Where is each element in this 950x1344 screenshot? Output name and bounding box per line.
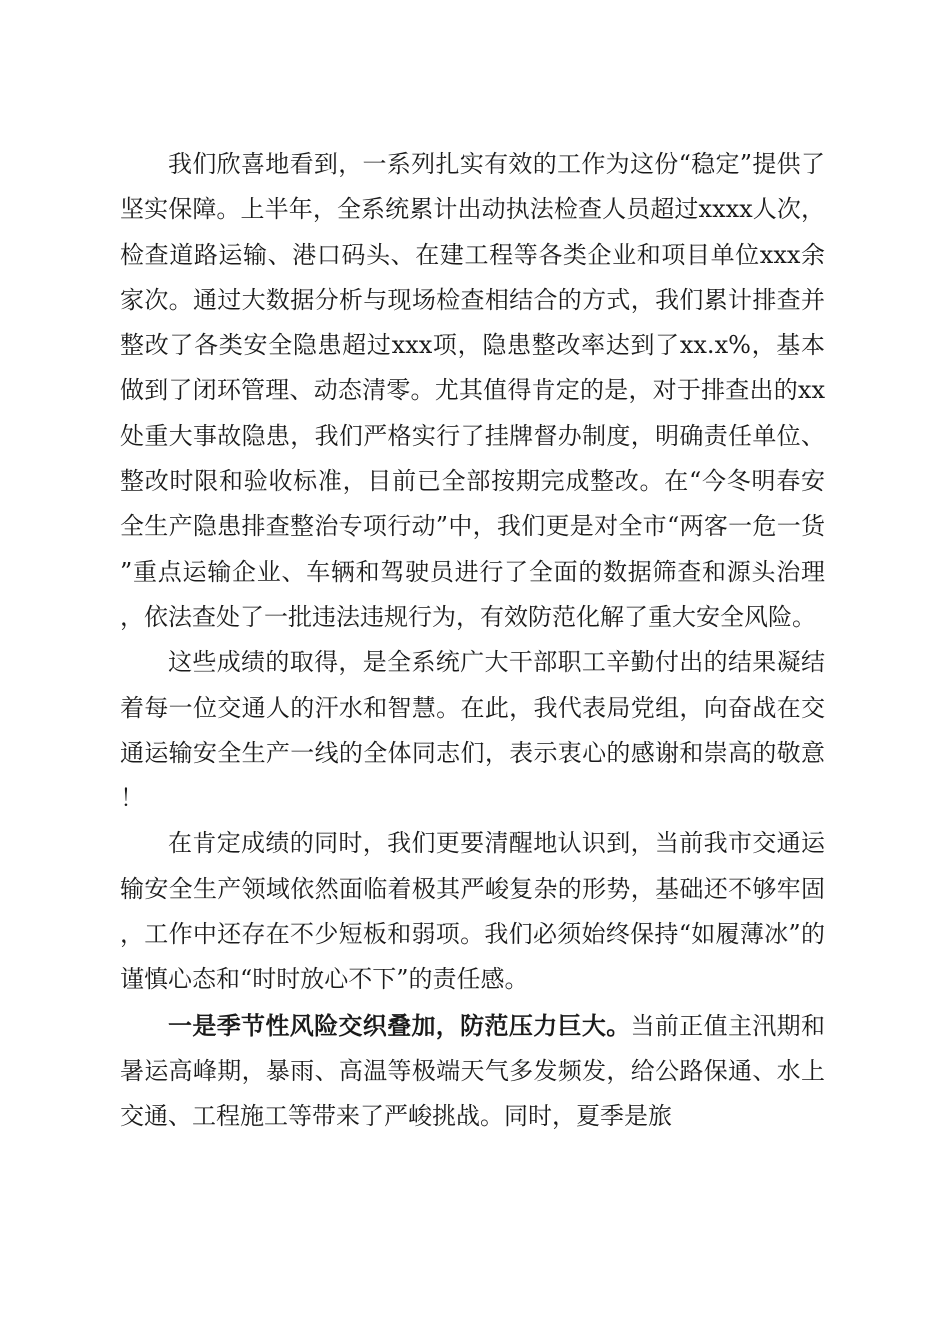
- paragraph-work-results: 我们欣喜地看到，一系列扎实有效的工作为这份“稳定”提供了坚实保障。上半年，全系统累计出动执法检查人员超过xxxx人次，检查道路运输、港口码头、在建工程等各类企业和项目单位xxx余家次。通过大数据分析与现场检查相结合的方式，我们累计排查并整改了各类安全隐患超过xxx项，隐患整改率达到了xx.x%，基本做到了闭环管理、动态清零。尤其值得肯定的是，对于排查出的xx处重大事故隐患，我们严格实行了挂牌督办制度，明确责任单位、整改时限和验收标准，目前已全部按期完成整改。在“今冬明春安全生产隐患排查整治专项行动”中，我们更是对全市“两客一危一货”重点运输企业、车辆和驾驶员进行了全面的数据筛查和源头治理，依法查处了一批违法违规行为，有效防范化解了重大安全风险。: [120, 150, 825, 631]
- document-body: [120, 142, 825, 1140]
- paragraph-gratitude: 这些成绩的取得，是全系统广大干部职工辛勤付出的结果凝结着每一位交通人的汗水和智慧。在此，我代表局党组，向奋战在交通运输安全生产一线的全体同志们，表示衷心的感谢和崇高的敬意！: [120, 648, 825, 813]
- paragraph-lead-heading: 一是季节性风险交织叠加，防范压力巨大。: [168, 1010, 631, 1040]
- paragraph-body-text: 当前正值主汛期和暑运高峰期，暴雨、高温等极端天气多发频发，给公路保通、水上交通、工程施工等带来了严峻挑战。同时，夏季是旅: [120, 1011, 826, 1131]
- paragraph-situation-assessment: 在肯定成绩的同时，我们更要清醒地认识到，当前我市交通运输安全生产领域依然面临着极其严峻复杂的形势，基础还不够牢固，工作中还存在不少短板和弱项。我们必须始终保持“如履薄冰”的谨慎心态和“时时放心不下”的责任感。: [120, 829, 825, 994]
- paragraph-seasonal-risk: [120, 1003, 825, 1140]
